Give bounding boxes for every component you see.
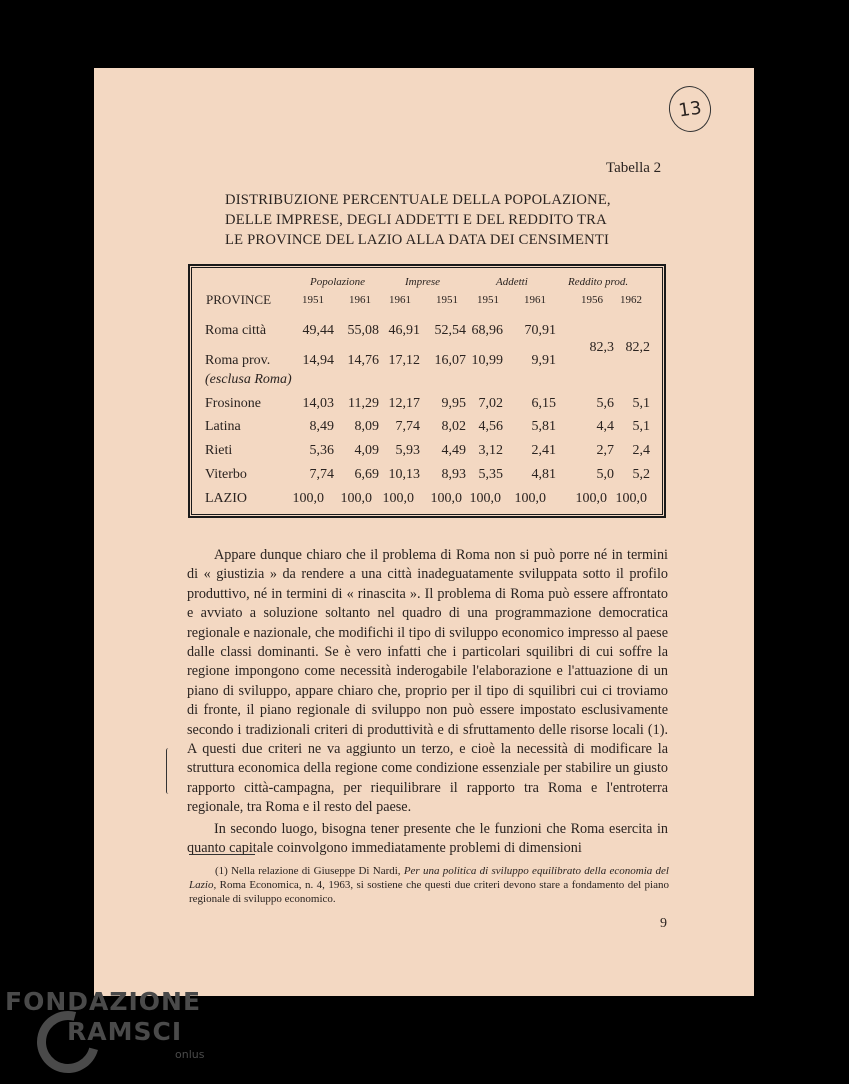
table-cell: 14,76 bbox=[347, 353, 379, 368]
table-cell: 5,35 bbox=[478, 467, 503, 482]
table-cell: 8,09 bbox=[354, 419, 379, 434]
table-cell: 4,4 bbox=[596, 419, 614, 434]
table-cell: 100,0 bbox=[382, 491, 414, 506]
table-cell: 2,41 bbox=[531, 443, 556, 458]
province-name: Viterbo bbox=[205, 467, 247, 482]
table-cell: 16,07 bbox=[434, 353, 466, 368]
paragraph: In secondo luogo, bisogna tener presente che le funzioni che Roma esercita in quanto capitale coinvolgono immediatamente problemi di dimensioni bbox=[187, 820, 668, 857]
year-header: 1961 bbox=[349, 294, 371, 306]
province-header: PROVINCE bbox=[206, 292, 272, 307]
year-header: 1961 bbox=[389, 294, 411, 306]
title-line: LE PROVINCE DEL LAZIO ALLA DATA DEI CENSIMENTI bbox=[225, 232, 610, 248]
table-cell: 5,6 bbox=[596, 396, 614, 411]
table-cell: 8,93 bbox=[441, 467, 466, 482]
year-header: 1962 bbox=[620, 294, 642, 306]
table-cell: 10,13 bbox=[388, 467, 420, 482]
table-cell-roma-reddito-1956: 82,3 bbox=[589, 340, 614, 355]
table-cell: 55,08 bbox=[347, 323, 379, 338]
footnote-divider bbox=[189, 854, 255, 855]
group-header-imprese: Imprese bbox=[405, 276, 441, 288]
group-header-addetti: Addetti bbox=[496, 276, 528, 288]
document-page bbox=[94, 68, 754, 996]
table-cell: 49,44 bbox=[302, 323, 334, 338]
table-cell: 100,0 bbox=[575, 491, 607, 506]
margin-bracket-mark bbox=[166, 748, 171, 794]
title-line: DISTRIBUZIONE PERCENTUALE DELLA POPOLAZIONE, bbox=[225, 192, 611, 208]
title-line: DELLE IMPRESE, DEGLI ADDETTI E DEL REDDITO TRA bbox=[225, 212, 607, 228]
province-name: Frosinone bbox=[205, 396, 261, 411]
table-cell: 68,96 bbox=[471, 323, 503, 338]
table-cell: 2,4 bbox=[632, 443, 650, 458]
paragraph: Appare dunque chiaro che il problema di Roma non si può porre né in termini di « giustizia » da rendere a una città inadeguatamente sviluppata sotto il profilo produttivo, né in termini di « rinascita ». Il problema di Roma può essere affrontato e avviato a soluzione soltanto nel quadro di una programmazione democratica regionale e nazionale, che modifichi il tipo di sviluppo economico impresso al paese dalle classi dominanti. Se è vero infatti che i particolari squilibri di cui soffre la regione impongono come necessità inderogabile l'elaborazione e l'attuazione di un piano di sviluppo, appare chiaro che, proprio per il tipo di squilibri cui ci troviamo di fronte, il piano regionale di sviluppo non può essere impostato esclusivamente secondo i tradizionali criteri di produttività e di sfruttamento delle risorse locali (1). A questi due criteri ne va aggiunto un terzo, e cioè la necessità di modificare la struttura economica della regione come condizione essenziale per stabilire un giusto rapporto città-campagna, per riequilibrare il rapporto tra Roma e l'entroterra regionale, tra Roma e il resto del paese. bbox=[187, 547, 668, 816]
table-cell: 100,0 bbox=[340, 491, 372, 506]
table-cell: 10,99 bbox=[471, 353, 503, 368]
table-cell: 5,81 bbox=[531, 419, 556, 434]
table-cell: 6,15 bbox=[531, 396, 556, 411]
table-cell: 17,12 bbox=[388, 353, 420, 368]
table-cell: 100,0 bbox=[292, 491, 324, 506]
footnote bbox=[189, 864, 669, 906]
province-name: Roma città bbox=[205, 323, 267, 338]
table-cell: 8,49 bbox=[309, 419, 334, 434]
statistics-table bbox=[188, 264, 666, 518]
fondazione-gramsci-logo bbox=[5, 987, 205, 1061]
table-cell: 100,0 bbox=[430, 491, 462, 506]
table-cell: 5,93 bbox=[395, 443, 420, 458]
table-cell: 5,1 bbox=[632, 396, 650, 411]
year-header: 1956 bbox=[581, 294, 603, 306]
table-cell: 46,91 bbox=[388, 323, 420, 338]
province-name: Rieti bbox=[205, 443, 233, 458]
table-label: Tabella 2 bbox=[606, 160, 662, 176]
table-cell: 11,29 bbox=[348, 396, 379, 411]
table-cell: 4,09 bbox=[354, 443, 379, 458]
table-cell: 7,74 bbox=[309, 467, 334, 482]
year-header: 1951 bbox=[436, 294, 458, 306]
year-header: 1951 bbox=[477, 294, 499, 306]
body-text bbox=[187, 546, 668, 859]
province-note: (esclusa Roma) bbox=[205, 372, 292, 387]
table-cell: 7,74 bbox=[395, 419, 420, 434]
province-name: Roma prov. bbox=[205, 353, 271, 368]
table-cell-roma-reddito-1962: 82,2 bbox=[625, 340, 650, 355]
year-header: 1961 bbox=[524, 294, 546, 306]
table-cell: 4,81 bbox=[531, 467, 556, 482]
table-cell: 52,54 bbox=[434, 323, 466, 338]
footnote-suffix: Roma Economica, n. 4, 1963, si sostiene che questi due criteri devono stare a fondamento del piano regionale di sviluppo economico. bbox=[189, 879, 669, 905]
group-header-reddito: Reddito prod. bbox=[568, 276, 629, 288]
table-cell: 5,1 bbox=[632, 419, 650, 434]
table-cell: 14,94 bbox=[302, 353, 334, 368]
province-name: Latina bbox=[205, 419, 241, 434]
table-cell: 3,12 bbox=[478, 443, 503, 458]
table-cell: 9,91 bbox=[531, 353, 556, 368]
table-cell: 100,0 bbox=[469, 491, 501, 506]
table-cell: 2,7 bbox=[596, 443, 614, 458]
footnote-prefix: (1) Nella relazione di Giuseppe Di Nardi, bbox=[215, 865, 404, 877]
province-name: LAZIO bbox=[205, 491, 247, 506]
page-number: 9 bbox=[660, 916, 667, 931]
logo-line-2: RAMSCI bbox=[67, 1017, 183, 1046]
table-cell: 5,36 bbox=[309, 443, 334, 458]
table-title bbox=[225, 190, 665, 250]
year-header: 1951 bbox=[302, 294, 324, 306]
table-cell: 7,02 bbox=[478, 396, 503, 411]
table-cell: 4,49 bbox=[441, 443, 466, 458]
logo-line-1: FONDAZIONE bbox=[5, 987, 202, 1016]
table-cell: 5,0 bbox=[596, 467, 614, 482]
table-cell: 12,17 bbox=[388, 396, 420, 411]
table-cell: 100,0 bbox=[514, 491, 546, 506]
group-header-popolazione: Popolazione bbox=[310, 276, 365, 288]
table-cell: 8,02 bbox=[441, 419, 466, 434]
table-cell: 4,56 bbox=[478, 419, 503, 434]
footnote-title: Per una politica di sviluppo equilibrato della economia del Lazio, bbox=[189, 865, 669, 891]
handwritten-page-mark: 13 bbox=[666, 83, 714, 134]
table-cell: 9,95 bbox=[441, 396, 466, 411]
table-cell: 14,03 bbox=[302, 396, 334, 411]
table-cell: 5,2 bbox=[632, 467, 650, 482]
table-cell: 100,0 bbox=[615, 491, 647, 506]
logo-line-3: onlus bbox=[175, 1048, 205, 1061]
table-cell: 70,91 bbox=[524, 323, 556, 338]
table-cell: 6,69 bbox=[354, 467, 379, 482]
